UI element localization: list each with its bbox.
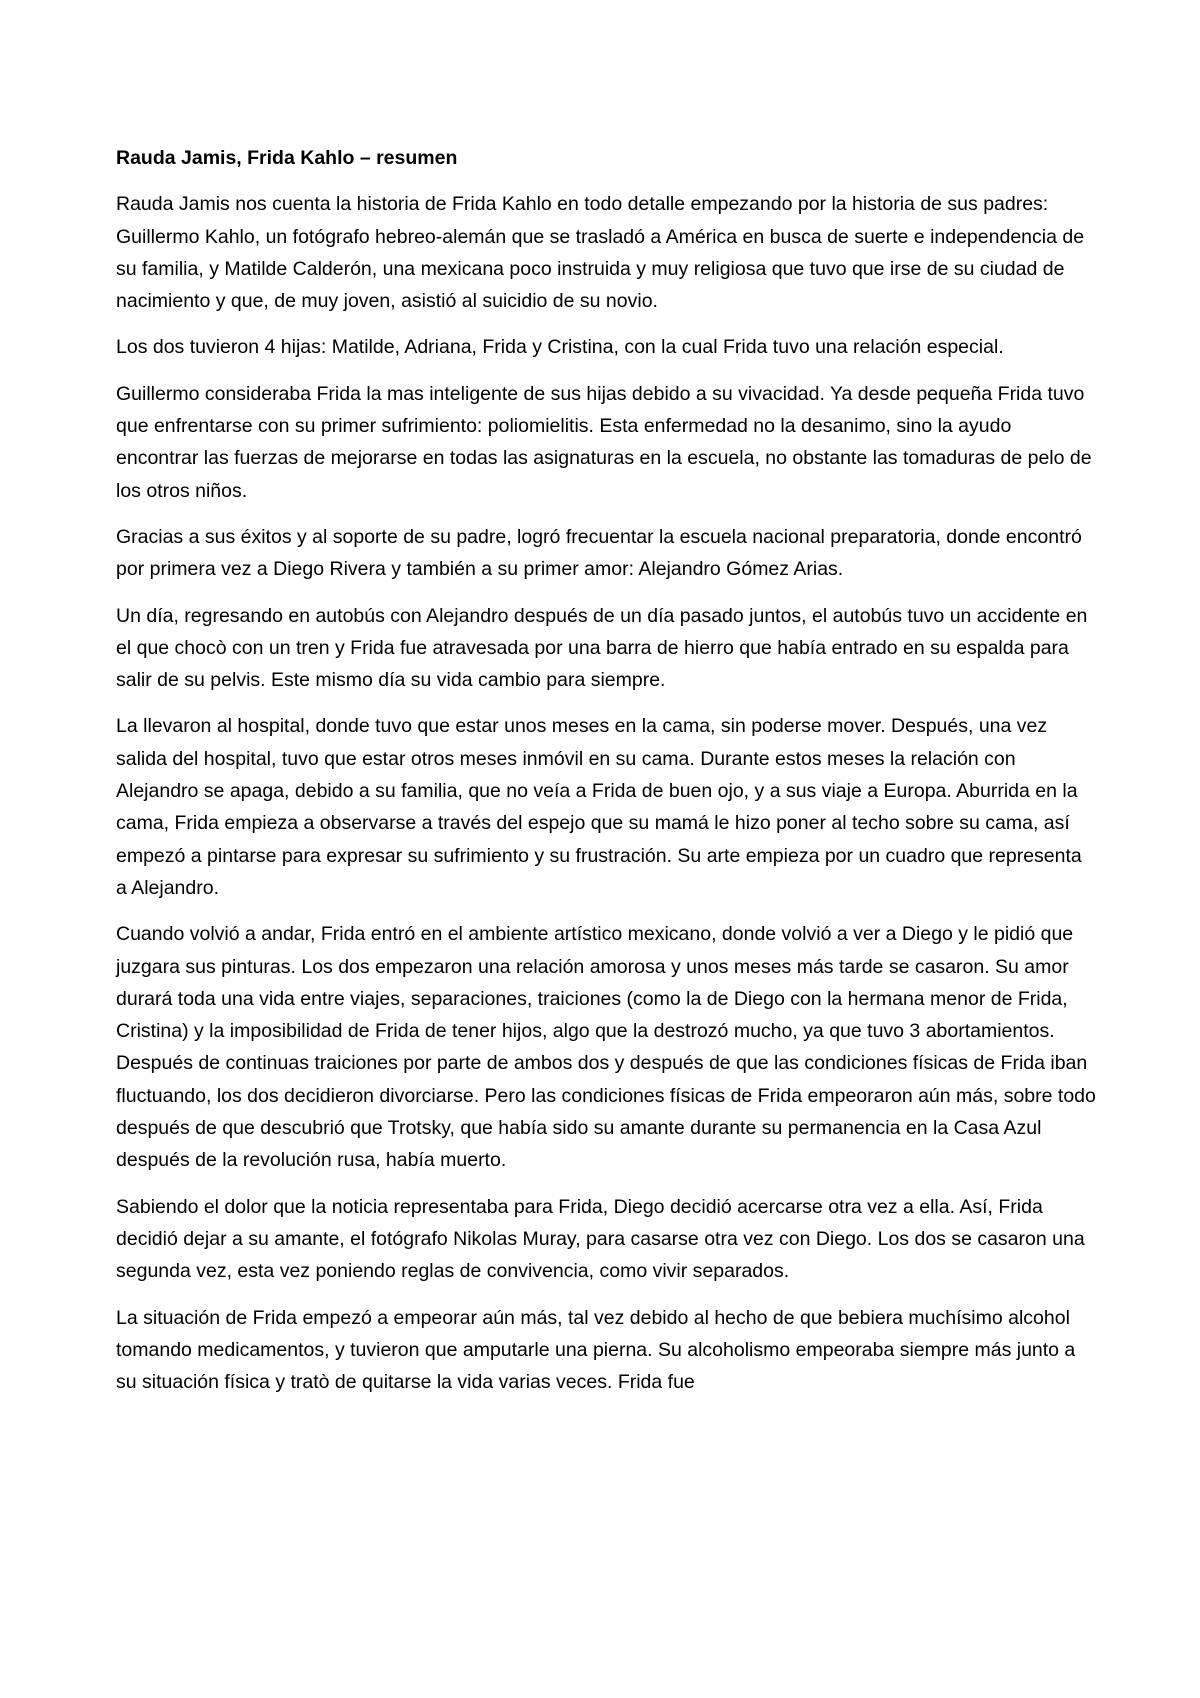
document-title: Rauda Jamis, Frida Kahlo – resumen — [116, 147, 458, 169]
paragraph-daughters: Los dos tuvieron 4 hijas: Matilde, Adriana, Frida y Cristina, con la cual Frida tuvo una relación especial. — [116, 336, 1004, 359]
paragraph-childhood: Guillermo consideraba Frida la mas inteligente de sus hijas debido a su vivacidad. Ya desde pequeña Frida tuvo que enfrentarse con su primer sufrimiento: poliomielitis. Esta enfermedad no la desanimo, sino la ayudo encontrar las fuerzas de mejorarse en todas las asignaturas en la escuela, no obstante las tomaduras de pelo de los otros niños. — [116, 382, 1092, 502]
paragraph-diego: Cuando volvió a andar, Frida entró en el ambiente artístico mexicano, donde volvió a ver a Diego y le pidió que juzgara sus pinturas. Los dos empezaron una relación amorosa y unos meses más tarde se casaron. Su amor durará toda una vida entre viajes, separaciones, traiciones (como la de Diego con la hermana menor de Frida, Cristina) y la imposibilidad de Frida de tener hijos, algo que la destrozó mucho, ya que tuvo 3 abortamientos. Después de continuas traiciones por parte de ambos dos y después de que las condiciones físicas de Frida iban fluctuando, los dos decidieron divorciarse. Pero las condiciones físicas de Frida empeoraron aún más, sobre todo después de que descubrió que Trotsky, que había sido su amante durante su permanencia en la Casa Azul después de la revolución rusa, había muerto. — [116, 923, 1096, 1172]
paragraph-remarriage: Sabiendo el dolor que la noticia representaba para Frida, Diego decidió acercarse otra vez a ella. Así, Frida decidió dejar a su amante, el fotógrafo Nikolas Muray, para casarse otra vez con Diego. Los dos se casaron una segunda vez, esta vez poniendo reglas de convivencia, como vivir separados. — [116, 1195, 1085, 1283]
paragraph-decline: La situación de Frida empezó a empeorar aún más, tal vez debido al hecho de que bebiera muchísimo alcohol tomando medicamentos, y tuvieron que amputarle una pierna. Su alcoholismo empeoraba siempre más junto a su situación física y tratò de quitarse la vida varias veces. Frida fue — [116, 1306, 1076, 1394]
paragraph-accident: Un día, regresando en autobús con Alejandro después de un día pasado juntos, el autobús tuvo un accidente en el que chocò con un tren y Frida fue atravesada por una barra de hierro que había entrado en su espalda para salir de su pelvis. Este mismo día su vida cambio para siempre. — [116, 604, 1088, 692]
document-body — [116, 142, 1098, 1412]
paragraph-recovery: La llevaron al hospital, donde tuvo que estar unos meses en la cama, sin poderse mover. Después, una vez salida del hospital, tuvo que estar otros meses inmóvil en su cama. Durante estos meses la relación con Alejandro se apaga, debido a su familia, que no veía a Frida de buen ojo, y a sus viaje a Europa. Aburrida en la cama, Frida empieza a observarse a través del espejo que su mamá le hizo poner al techo sobre su cama, así empezó a pintarse para expresar su sufrimiento y su frustración. Su arte empieza por un cuadro que representa a Alejandro. — [116, 715, 1082, 899]
paragraph-school: Gracias a sus éxitos y al soporte de su padre, logró frecuentar la escuela nacional preparatoria, donde encontró por primera vez a Diego Rivera y también a su primer amor: Alejandro Gómez Arias. — [116, 525, 1082, 581]
paragraph-parents: Rauda Jamis nos cuenta la historia de Frida Kahlo en todo detalle empezando por la historia de sus padres: Guillermo Kahlo, un fotógrafo hebreo-alemán que se trasladó a América en busca de suerte e independencia de su familia, y Matilde Calderón, una mexicana poco instruida y muy religiosa que tuvo que irse de su ciudad de nacimiento y que, de muy joven, asistió al suicidio de su novio. — [116, 193, 1085, 313]
